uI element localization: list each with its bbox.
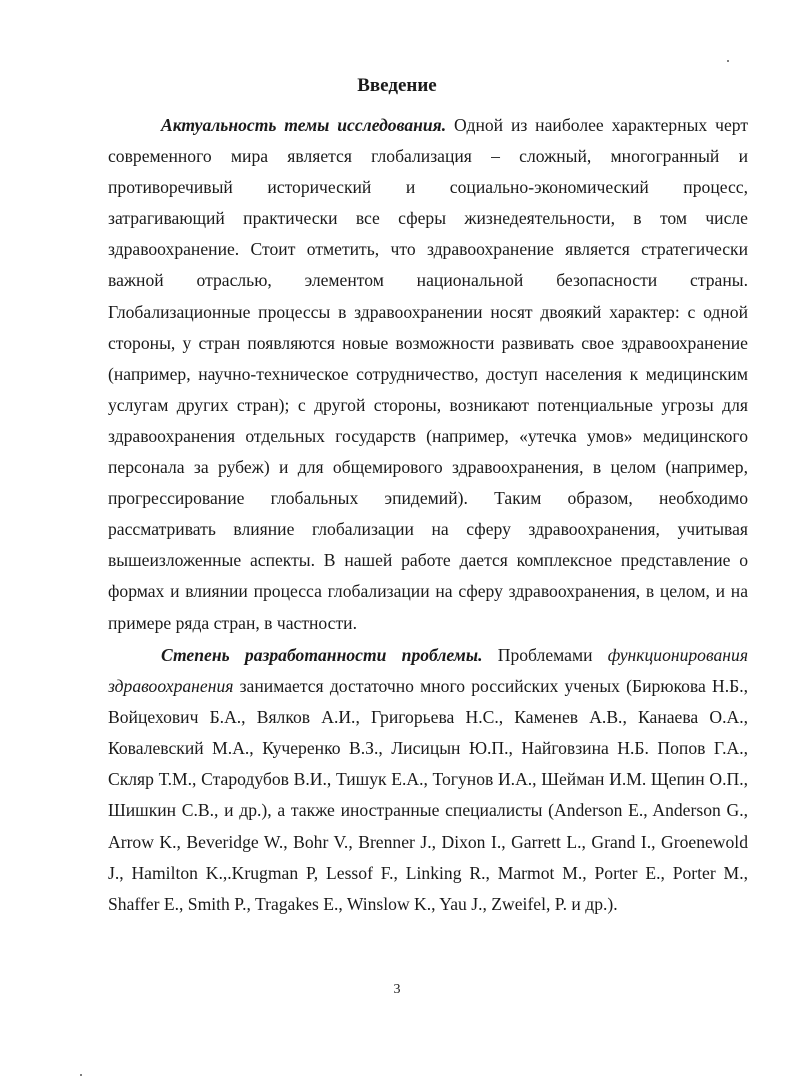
paragraph-italic-phrase: функционирования здравоохранения [108, 645, 748, 697]
paragraph-body [108, 110, 748, 639]
paragraph-elaboration [108, 640, 748, 920]
paragraph-text-before: Проблемами [482, 645, 608, 665]
paragraph-lead: Степень разработанности проблемы. [161, 645, 483, 665]
page-number: 3 [393, 982, 401, 997]
paragraph-body [108, 640, 748, 920]
paragraph-text-after: занимается достаточно много российских ученых (Бирюкова Н.Б., Войцехович Б.А., Вялков А.И., Григорьева Н.С., Каменев А.В., Канаева О.А., Ковалевский М.А., Кучеренко В.З., Лисицын Ю.П., Найговзина Н.Б. Попов Г.А., Скляр Т.М., Стародубов В.И., Тишук Е.А., Тогунов И.А., Шейман И.М. Щепин О.П., Шишкин С.В., и др.), а также иностранные специалисты (Anderson E., Anderson G., Arrow K., Beveridge W., Bohr V., Brenner J., Dixon I., Garrett L., Grand I., Groenewold J., Hamilton K.,.Krugman P, Lessof F., Linking R., Marmot M., Porter E., Porter M., Shaffer E., Smith P., Tragakes E., Winslow K., Yau J., Zweifel, P. и др.). [108, 676, 748, 914]
paragraph-relevance [108, 110, 748, 639]
scan-speck [80, 1074, 82, 1076]
section-heading: Введение [357, 75, 437, 96]
scan-speck [727, 60, 729, 62]
paragraph-text: Одной из наиболее характерных черт современного мира является глобализация – сложный, многогранный и противоречивый исторический и социально-экономический процесс, затрагивающий практически все сферы жизнедеятельности, в том числе здравоохранение. Стоит отметить, что здравоохранение является стратегически важной отраслью, элементом национальной безопасности страны. Глобализационные процессы в здравоохранении носят двоякий характер: с одной стороны, у стран появляются новые возможности развивать свое здравоохранение (например, научно-техническое сотрудничество, доступ населения к медицинским услугам других стран); с другой стороны, возникают потенциальные угрозы для здравоохранения отдельных государств (например, «утечка умов» медицинского персонала за рубеж) и для общемирового здравоохранения, в целом (например, прогрессирование глобальных эпидемий). Таким образом, необходимо рассматривать влияние глобализации на сферу здравоохранения, учитывая вышеизложенные аспекты. В нашей работе дается комплексное представление о формах и влиянии процесса глобализации на сферу здравоохранения, в целом, и на примере ряда стран, в частности. [108, 115, 749, 633]
paragraph-lead: Актуальность темы исследования. [161, 115, 447, 135]
